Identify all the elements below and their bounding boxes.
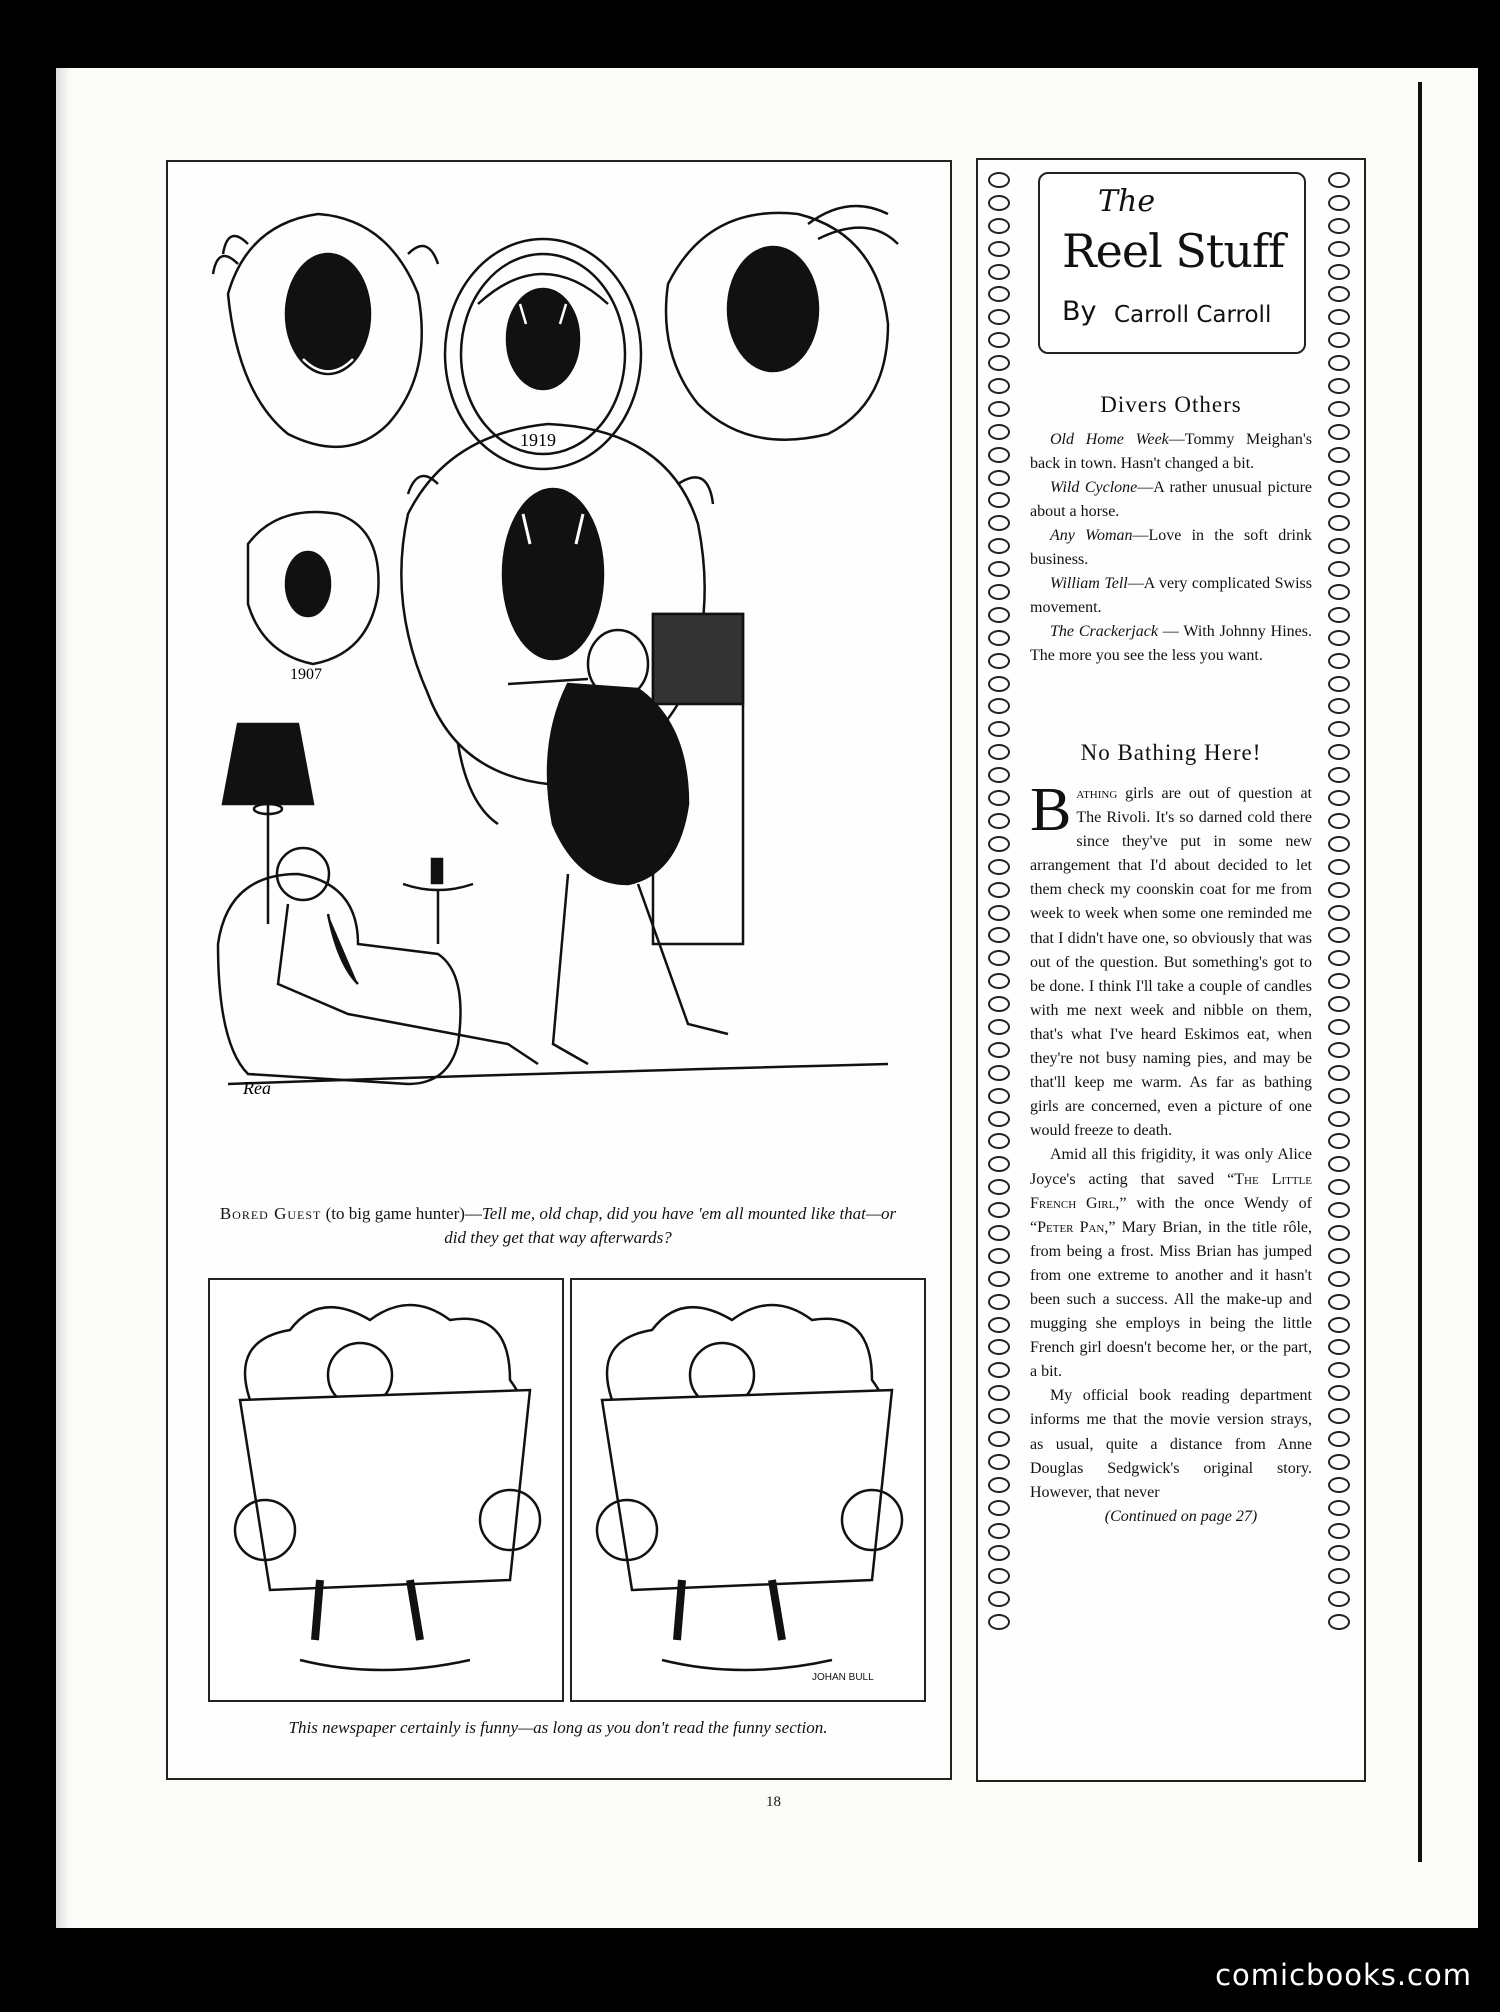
review-title: The Crackerjack bbox=[1050, 623, 1158, 640]
sprocket-hole bbox=[1328, 1591, 1350, 1607]
sprocket-hole bbox=[988, 332, 1010, 348]
sprocket-hole bbox=[988, 1133, 1010, 1149]
sprocket-hole bbox=[1328, 676, 1350, 692]
strip-signature: JOHAN BULL bbox=[812, 1672, 874, 1683]
review-item bbox=[1030, 428, 1312, 476]
sprocket-hole bbox=[988, 1317, 1010, 1333]
sprocket-hole bbox=[1328, 836, 1350, 852]
sprocket-hole bbox=[988, 401, 1010, 417]
byline-by: By bbox=[1062, 296, 1097, 327]
sprocket-hole bbox=[988, 515, 1010, 531]
cartoon-caption-top bbox=[208, 1202, 908, 1250]
sprocket-hole bbox=[1328, 378, 1350, 394]
sprocket-hole bbox=[1328, 1317, 1350, 1333]
caption-quote: Tell me, old chap, did you have 'em all mounted like that—or did they get that way afterwards? bbox=[444, 1204, 897, 1247]
sprocket-hole bbox=[1328, 996, 1350, 1012]
column-body bbox=[1030, 776, 1313, 1529]
sprocket-hole bbox=[988, 424, 1010, 440]
side-table bbox=[403, 859, 473, 944]
sprocket-hole bbox=[1328, 1339, 1350, 1355]
sprocket-hole bbox=[1328, 1500, 1350, 1516]
sprocket-hole bbox=[988, 744, 1010, 760]
sprocket-hole bbox=[988, 264, 1010, 280]
year-label-1907: 1907 bbox=[290, 666, 322, 683]
sprocket-hole bbox=[1328, 813, 1350, 829]
sprocket-hole bbox=[988, 470, 1010, 486]
body-paragraph-2: Amid all this frigidity, it was only Alice Joyce's acting that saved “The Little French Girl,” with the once Wendy of “Peter Pan,” Mary Brian, in the title rôle, from being a frost. Miss Brian has jumped from one extreme to another and it hasn't been such a success. All the make-up and mugging she employs in being the little French girl doesn't become her, or the part, a bit. bbox=[1030, 1146, 1313, 1381]
sprocket-hole bbox=[1328, 1523, 1350, 1539]
sprocket-hole bbox=[988, 630, 1010, 646]
sprocket-hole bbox=[988, 905, 1010, 921]
sprocket-hole bbox=[1328, 607, 1350, 623]
sprocket-hole bbox=[988, 1568, 1010, 1584]
sprocket-hole bbox=[1328, 1202, 1350, 1218]
sprocket-hole bbox=[1328, 172, 1350, 188]
sprocket-hole bbox=[1328, 218, 1350, 234]
sprocket-hole bbox=[988, 172, 1010, 188]
page-spine-line bbox=[1418, 82, 1422, 1862]
lamp bbox=[223, 724, 313, 924]
sprocket-hole bbox=[988, 1248, 1010, 1264]
sprocket-hole bbox=[1328, 492, 1350, 508]
lion-head-2 bbox=[666, 206, 898, 440]
sprocket-hole bbox=[988, 973, 1010, 989]
film-title: The Little French Girl bbox=[1030, 1170, 1313, 1212]
sprocket-hole bbox=[1328, 1385, 1350, 1401]
sprocket-hole bbox=[988, 1500, 1010, 1516]
sprocket-hole bbox=[988, 584, 1010, 600]
sprocket-hole bbox=[988, 1431, 1010, 1447]
review-text: —Tommy Meighan's back in town. Hasn't changed a bit. bbox=[1030, 431, 1313, 472]
sprocket-hole bbox=[1328, 1477, 1350, 1493]
sprocket-hole bbox=[1328, 1088, 1350, 1104]
review-text: —A rather unusual picture about a horse. bbox=[1030, 479, 1312, 520]
sprocket-hole bbox=[988, 1408, 1010, 1424]
review-title: Wild Cyclone bbox=[1050, 479, 1138, 496]
sprocket-hole bbox=[988, 1202, 1010, 1218]
sprocket-hole bbox=[1328, 355, 1350, 371]
sprocket-hole bbox=[1328, 286, 1350, 302]
sprocket-hole bbox=[988, 286, 1010, 302]
opening-smallcaps: athing bbox=[1076, 785, 1118, 802]
sprocket-hole bbox=[988, 492, 1010, 508]
sprocket-hole bbox=[1328, 698, 1350, 714]
sprocket-hole bbox=[1328, 859, 1350, 875]
sprocket-hole bbox=[1328, 515, 1350, 531]
sprocket-hole bbox=[988, 195, 1010, 211]
sprocket-hole bbox=[1328, 470, 1350, 486]
sprocket-hole bbox=[988, 447, 1010, 463]
sprocket-hole bbox=[1328, 195, 1350, 211]
sprocket-hole bbox=[988, 767, 1010, 783]
sprocket-hole bbox=[1328, 538, 1350, 554]
continued-note: (Continued on page 27) bbox=[1104, 1507, 1258, 1525]
sprocket-hole bbox=[1328, 905, 1350, 921]
sprocket-hole bbox=[988, 836, 1010, 852]
sprocket-hole bbox=[1328, 630, 1350, 646]
sprocket-hole bbox=[988, 1362, 1010, 1378]
sprocket-hole bbox=[1328, 1156, 1350, 1172]
sprocket-hole bbox=[988, 1591, 1010, 1607]
review-text: — With Johnny Hines. The more you see the less you want. bbox=[1030, 623, 1312, 664]
lion-head-1 bbox=[213, 214, 438, 447]
paragraph-text: girls are out of question at The Rivoli. It's so darned cold there since they've put in some new arrangement that I'd about decided to let them check my coonskin coat for me from week to week when some one reminded me that I didn't have one, so obviously that was out of the question. But something's got to be done. I think I'll take a couple of candles with me next week and nibble on them, that's what I've heard Eskimos eat, when they're not busy naming pies, and may be that'll keep me warm. As far as bathing girls are concerned, even a picture of one would freeze to death. bbox=[1030, 785, 1312, 1140]
byline-author: Carroll Carroll bbox=[1114, 302, 1272, 328]
sprocket-hole bbox=[1328, 653, 1350, 669]
sprocket-hole bbox=[1328, 973, 1350, 989]
review-item bbox=[1030, 524, 1312, 572]
sprocket-hole bbox=[1328, 1294, 1350, 1310]
sprocket-hole bbox=[1328, 790, 1350, 806]
sprocket-hole bbox=[988, 950, 1010, 966]
comic-strip-panel-1 bbox=[208, 1278, 564, 1702]
sprocket-hole bbox=[1328, 1545, 1350, 1561]
sprocket-hole bbox=[988, 309, 1010, 325]
comic-strip-panel-2 bbox=[570, 1278, 926, 1702]
column-title: Reel Stuff bbox=[1062, 224, 1285, 278]
sprocket-hole bbox=[1328, 1019, 1350, 1035]
caption-speaker: Bored Guest bbox=[219, 1204, 322, 1223]
section-heading-no-bathing: No Bathing Here! bbox=[1080, 740, 1262, 765]
sprocket-hole bbox=[988, 1271, 1010, 1287]
review-title: Any Woman bbox=[1050, 527, 1133, 544]
site-watermark: comicbooks.com bbox=[1215, 1958, 1472, 1992]
sprocket-hole bbox=[1328, 1179, 1350, 1195]
sprocket-hole bbox=[1328, 950, 1350, 966]
sprocket-hole bbox=[988, 1019, 1010, 1035]
column-text-area bbox=[1030, 160, 1312, 1780]
sprocket-hole bbox=[1328, 1454, 1350, 1470]
sprocket-hole bbox=[988, 813, 1010, 829]
review-item bbox=[1030, 620, 1312, 668]
sprocket-hole bbox=[1328, 332, 1350, 348]
sprocket-hole bbox=[988, 1225, 1010, 1241]
sprocket-hole bbox=[1328, 1111, 1350, 1127]
sprocket-hole bbox=[988, 790, 1010, 806]
sprocket-hole bbox=[988, 698, 1010, 714]
sprocket-hole bbox=[988, 1065, 1010, 1081]
section-heading-divers-others: Divers Others bbox=[1100, 392, 1242, 417]
column-title-box bbox=[1038, 172, 1306, 354]
sprocket-hole bbox=[988, 1523, 1010, 1539]
sprocket-hole bbox=[1328, 882, 1350, 898]
sprocket-hole bbox=[1328, 584, 1350, 600]
sprocket-hole bbox=[988, 676, 1010, 692]
sprocket-hole bbox=[988, 653, 1010, 669]
sprocket-hole bbox=[1328, 1568, 1350, 1584]
film-sprocket-holes-left bbox=[988, 172, 1014, 1637]
sprocket-hole bbox=[1328, 767, 1350, 783]
sprocket-hole bbox=[1328, 744, 1350, 760]
sprocket-hole bbox=[988, 1477, 1010, 1493]
film-title: Peter Pan bbox=[1037, 1218, 1105, 1236]
sprocket-hole bbox=[1328, 1271, 1350, 1287]
sprocket-hole bbox=[988, 1385, 1010, 1401]
page-edge bbox=[56, 68, 70, 1928]
sprocket-hole bbox=[988, 218, 1010, 234]
drop-cap: B bbox=[1030, 776, 1072, 844]
sprocket-hole bbox=[1328, 1225, 1350, 1241]
sprocket-hole bbox=[1328, 927, 1350, 943]
artist-signature: Rea bbox=[243, 1078, 271, 1098]
sprocket-hole bbox=[1328, 1408, 1350, 1424]
sprocket-hole bbox=[988, 1111, 1010, 1127]
sprocket-hole bbox=[1328, 561, 1350, 577]
sprocket-hole bbox=[988, 241, 1010, 257]
sprocket-hole bbox=[988, 561, 1010, 577]
capsule-reviews bbox=[1030, 428, 1312, 668]
review-title: William Tell bbox=[1050, 575, 1128, 592]
sprocket-hole bbox=[988, 1088, 1010, 1104]
sprocket-hole bbox=[1328, 447, 1350, 463]
sprocket-hole bbox=[1328, 1431, 1350, 1447]
body-paragraph-1 bbox=[1030, 776, 1312, 1143]
sprocket-hole bbox=[988, 1339, 1010, 1355]
sprocket-hole bbox=[1328, 1133, 1350, 1149]
sprocket-hole bbox=[988, 1614, 1010, 1630]
sprocket-hole bbox=[988, 996, 1010, 1012]
sprocket-hole bbox=[988, 927, 1010, 943]
sprocket-hole bbox=[1328, 264, 1350, 280]
sprocket-hole bbox=[988, 1042, 1010, 1058]
sprocket-hole bbox=[1328, 1065, 1350, 1081]
cartoon-caption-bottom: This newspaper certainly is funny—as long as you don't read the funny section. bbox=[288, 1718, 828, 1737]
sprocket-hole bbox=[1328, 1248, 1350, 1264]
review-text: —Love in the soft drink business. bbox=[1030, 527, 1313, 568]
sprocket-hole bbox=[988, 607, 1010, 623]
sprocket-hole bbox=[988, 1454, 1010, 1470]
film-sprocket-holes-right bbox=[1328, 172, 1354, 1637]
title-the: The bbox=[1098, 184, 1156, 219]
sprocket-hole bbox=[1328, 309, 1350, 325]
sprocket-hole bbox=[1328, 1614, 1350, 1630]
sprocket-hole bbox=[988, 355, 1010, 371]
mounted-head-1907 bbox=[248, 512, 379, 664]
seated-guest-in-armchair bbox=[218, 848, 538, 1084]
sprocket-hole bbox=[988, 1179, 1010, 1195]
sprocket-hole bbox=[988, 1294, 1010, 1310]
reel-stuff-column bbox=[976, 158, 1366, 1782]
review-item bbox=[1030, 476, 1312, 524]
review-text: —A very complicated Swiss movement. bbox=[1030, 575, 1313, 616]
sprocket-hole bbox=[1328, 721, 1350, 737]
sprocket-hole bbox=[1328, 241, 1350, 257]
year-label-1919: 1919 bbox=[520, 430, 556, 450]
cartoon-panel bbox=[166, 160, 952, 1780]
review-title: Old Home Week bbox=[1050, 431, 1169, 448]
sprocket-hole bbox=[1328, 1362, 1350, 1378]
sprocket-hole bbox=[988, 721, 1010, 737]
lion-trophy-cartoon bbox=[208, 184, 908, 1184]
sprocket-hole bbox=[1328, 401, 1350, 417]
body-paragraph-3: My official book reading department informs me that the movie version strays, as usual, quite a distance from Anne Douglas Sedgwick's original story. However, that never bbox=[1030, 1387, 1312, 1501]
caption-direction: (to big game hunter)— bbox=[325, 1204, 482, 1223]
sprocket-hole bbox=[988, 1545, 1010, 1561]
sprocket-hole bbox=[988, 859, 1010, 875]
page-number: 18 bbox=[766, 1794, 781, 1810]
sprocket-hole bbox=[1328, 424, 1350, 440]
sprocket-hole bbox=[988, 538, 1010, 554]
sprocket-hole bbox=[1328, 1042, 1350, 1058]
sprocket-hole bbox=[988, 882, 1010, 898]
sprocket-hole bbox=[988, 1156, 1010, 1172]
sprocket-hole bbox=[988, 378, 1010, 394]
review-item bbox=[1030, 572, 1312, 620]
